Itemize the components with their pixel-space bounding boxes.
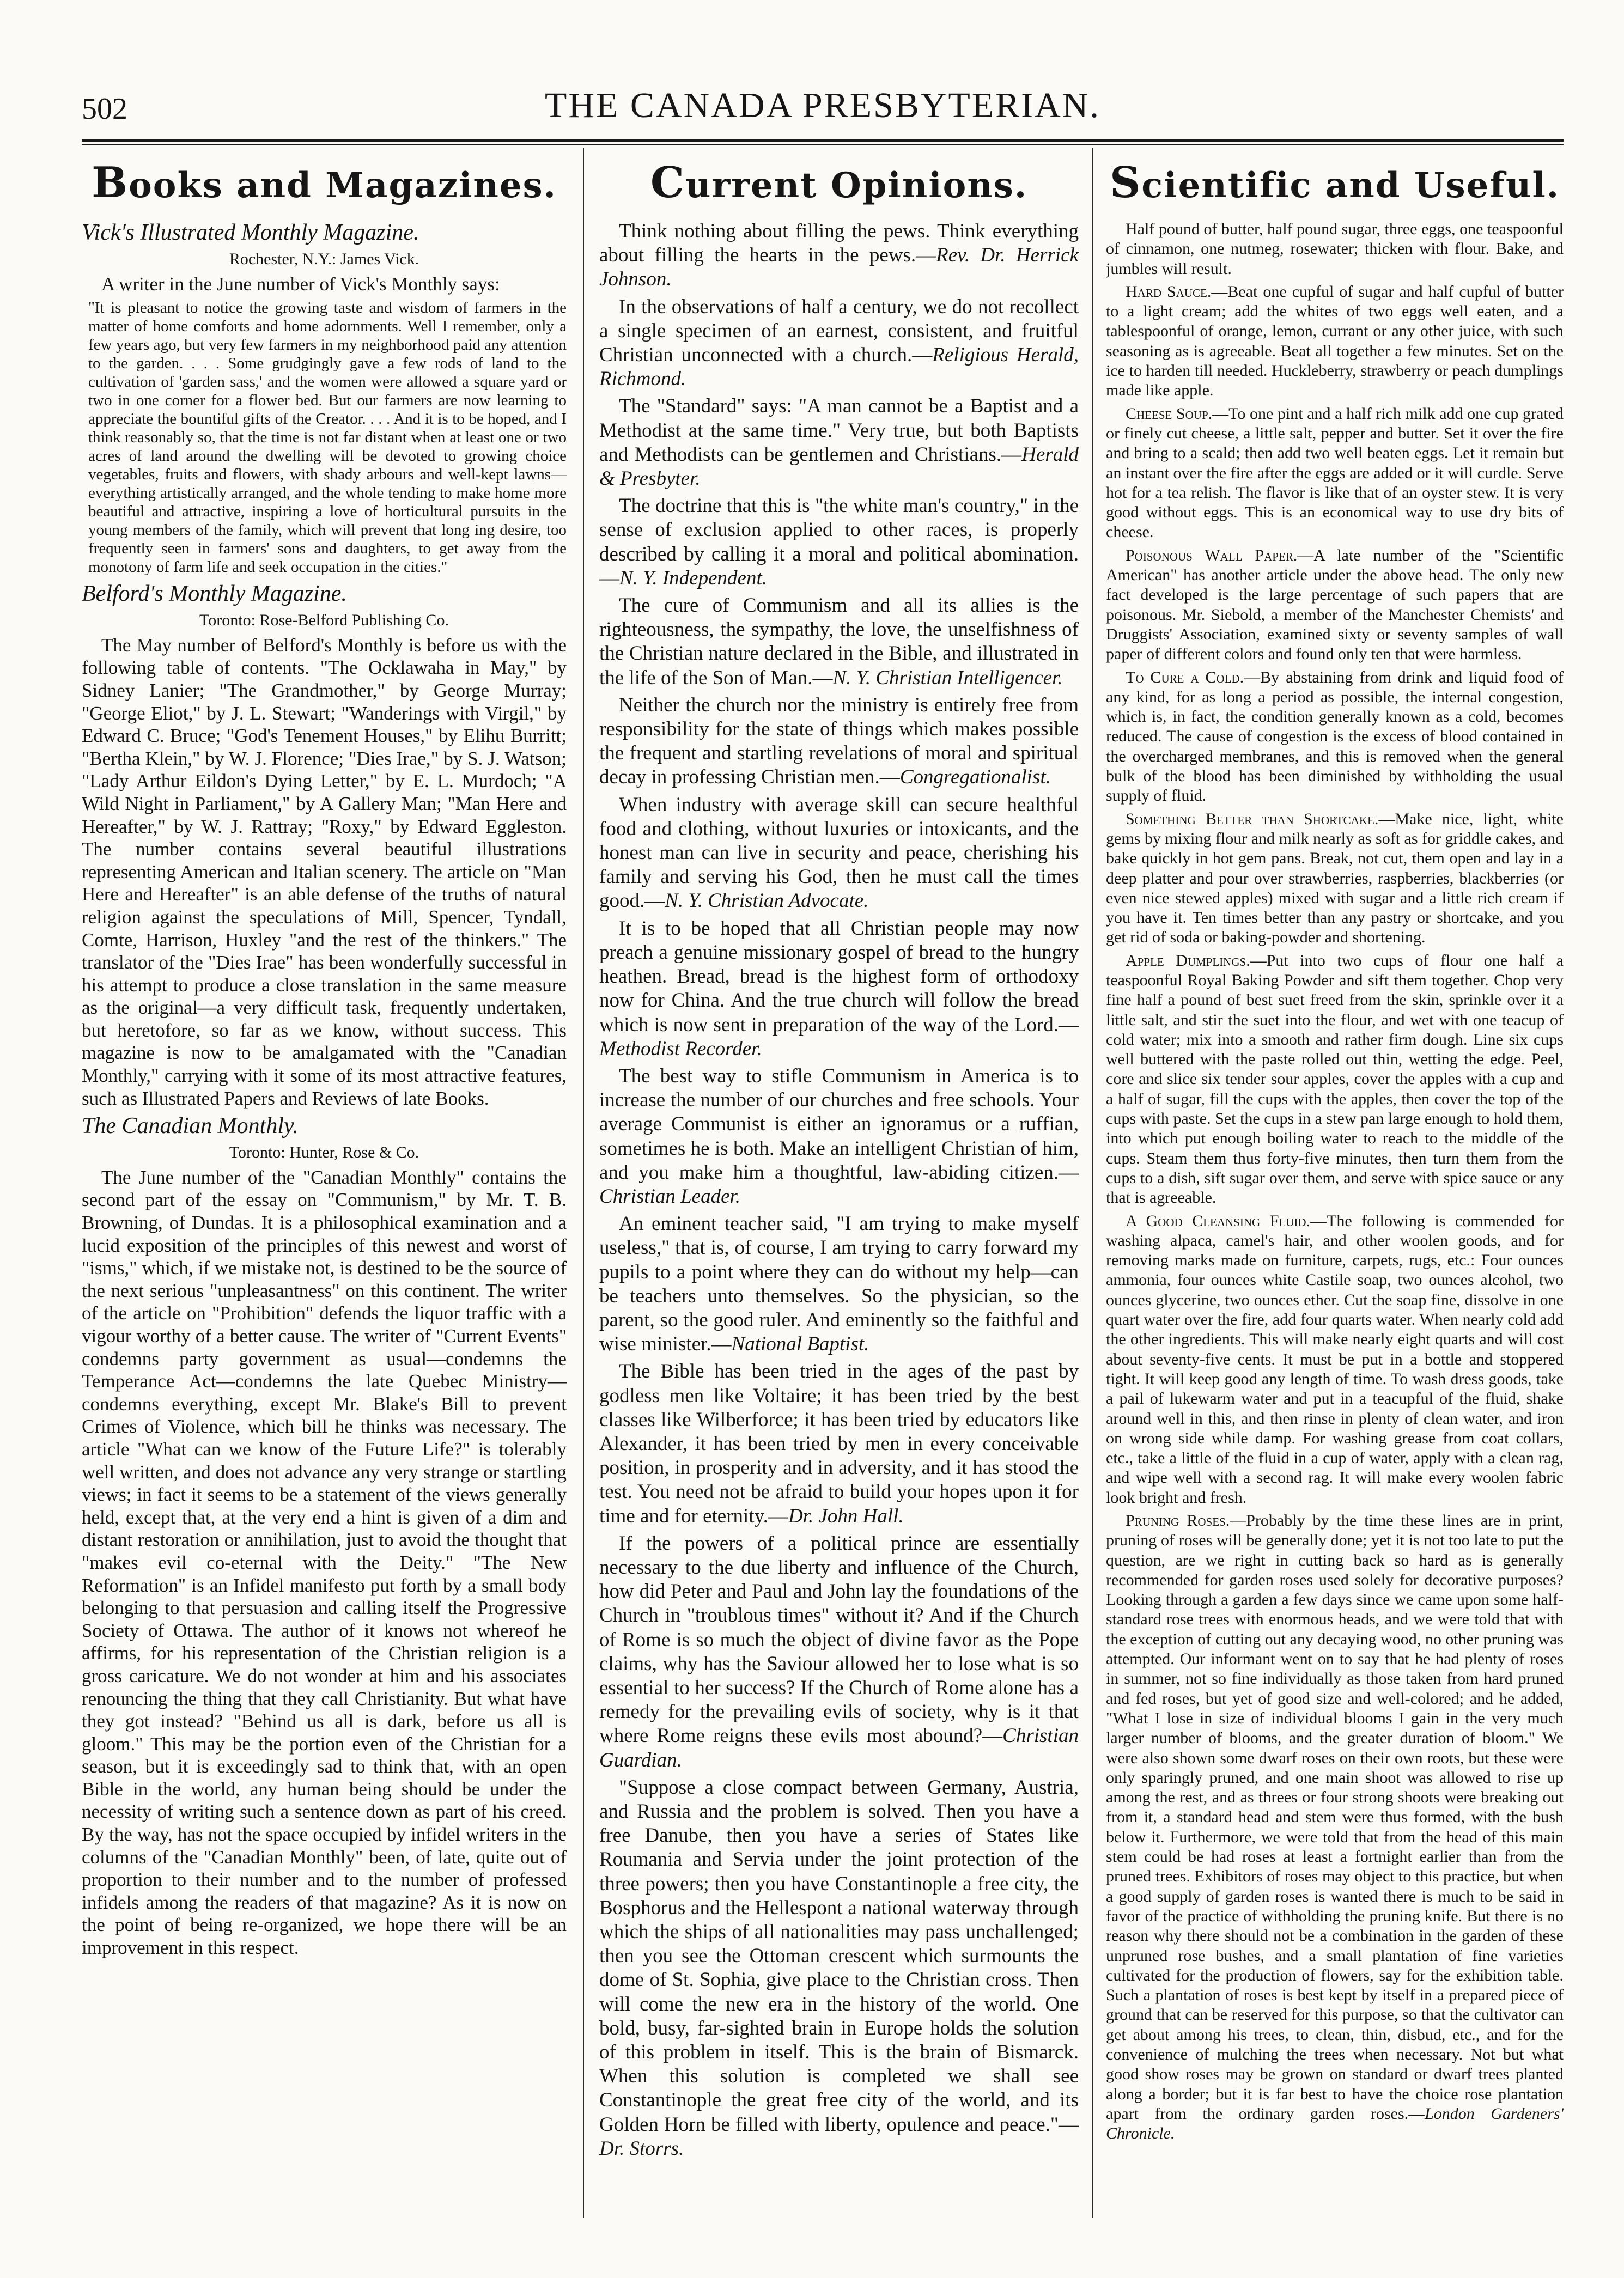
- opinion-item: [599, 793, 1079, 913]
- recipe-text: —Probably by the time these lines are in print, pruning of roses will be generally done; yet it is not too late to put the question, are we right in cutting back so hard as is generally recommended for garden roses used solely for decorative purposes? Looking through a garden a few days since we came upon some half-standard rose trees with enormous heads, and we were told that with the exception of cutting out any decaying wood, no other pruning was attempted. Our informant went on to say that he had plenty of roses in summer, not so fine individually as those taken from hard pruned and fed roses, but yet of good size and well-colored; and he added, "What I lose in size of individual blooms I gain in the very much larger number of blooms, and the greater duration of bloom." We were also shown some dwarf roses on their own roots, but these were only sparingly pruned, and one main shoot was allowed to rise up among the rest, and as threes or four strong shoots were breaking out from it, a standard head and stem were thus formed, with the bush below it. Furthermore, we were told that from the head of this main stem could be had roses at least a fortnight earlier than from the pruned trees. Exhibitors of roses may object to this practice, but when a good supply of garden roses is wanted there is much to be said in favor of the practice of withholding the pruning knife. But there is no reason why there should not be a combination in the garden of these unpruned rose bushes, and a small plantation of fine varieties cultivated for the production of flowers, say for the exhibition table. Such a plantation of roses is best kept by itself in a prepared piece of ground that can be reserved for this purpose, so that the cultivator can get about among his trees, to clean, thin, disbud, etc., and for the convenience of mulching the trees when necessary. Not but what good show roses may be grown on standard or dwarf trees planted along a border; but it is far best to have the choice rose plantation apart from the ordinary garden roses.—: [1106, 1512, 1564, 2123]
- canadian-monthly-publisher: Toronto: Hunter, Rose & Co.: [229, 1143, 419, 1162]
- column-divider-left: [583, 148, 584, 2218]
- opinion-source: N. Y. Christian Intelligencer.: [832, 666, 1063, 689]
- opinion-text: If the powers of a political prince are essentially necessary to the due liberty and influence of the Church, how did Peter and Paul and John lay the foundations of the Church in "troublous times" without it? And if the Church of Rome is so much the object of divine favor as the Pope claims, why has the Saviour allowed her to lose what is so essential to her success? If the Church of Rome alone has a remedy for the prevailing evils of society, why is it that where Rome reigns these evils most abound?—: [599, 1532, 1079, 1747]
- opinion-text: An eminent teacher said, "I am trying to make myself useless," that is, of course, I am trying to carry forward my pupils to a point where they can do without my help—can be teachers unto themselves. So the physician, so the parent, so the good ruler. And eminently so the faithful and wise minister.—: [599, 1213, 1079, 1356]
- recipe-lead: Pruning Roses.: [1126, 1512, 1230, 1530]
- opinion-text: Think nothing about filling the pews. Think everything about filling the hearts in the pews.—: [599, 220, 1079, 267]
- masthead: [82, 82, 1564, 136]
- page-number: 502: [82, 92, 127, 126]
- scientific-and-useful-column: [1106, 158, 1564, 2218]
- opinion-text: It is to be hoped that all Christian people may now preach a genuine missionary gospel of bread to the hungry heathen. Bread, bread is the highest form of orthodoxy now for China. And the true church will follow the bread which is now sent in preparation of the way of the Lord.—: [599, 917, 1079, 1036]
- opinion-text: The cure of Communism and all its allies is the righteousness, the sympathy, the love, the unselfishness of the Christian nature declared in the Bible, and illustrated in the life of the Son of Man.—: [599, 594, 1079, 689]
- opinion-item: [599, 1212, 1079, 1356]
- recipe-lead: Apple Dumplings.: [1126, 951, 1250, 970]
- opinion-text: The best way to stifle Communism in America is to increase the number of our churches and free schools. Your average Communist is either an ignoramus or a ruffian, sometimes he is both. Make an intelligent Christian of him, and you make him a thoughtful, law-abiding citizen.—: [599, 1064, 1079, 1184]
- vick-quote: "It is pleasant to notice the growing taste and wisdom of farmers in the matter of home comforts and home adornments. Well I remember, only a few years ago, but very few farmers in my neighborhood paid any attention to the garden. . . . Some grudgingly gave a few rods of land to the cultivation of 'garden sass,' and the women were allowed a square yard or two in one corner for a flower bed. But our farmers are now learning to appreciate the bountiful gifts of the Creator. . . . And it is to be hoped, and I think reasonably so, that the time is not far distant when at least one or two acres of land around the dwelling will be devoted to growing choice vegetables, fruits and flowers, with shady arbours and well-kept lawns—everything artistically arranged, and the whole tending to make home more beautiful and attractive, inspiring a love of horticultural pursuits in the young members of the family, which will prevent that long ing desire, too frequently seen in farmers' sons and daughters, to get away from the monotony of farm life and seek occupation in the cities.": [88, 299, 567, 576]
- recipe-lead: A Good Cleansing Fluid.: [1126, 1211, 1311, 1230]
- belford-title: Belford's Monthly Magazine.: [82, 581, 347, 607]
- opinion-item: [599, 693, 1079, 790]
- recipe-lead: Something Better than Shortcake.: [1126, 809, 1379, 828]
- vick-title: Vick's Illustrated Monthly Magazine.: [82, 220, 419, 245]
- masthead-rule-thick: [82, 139, 1564, 142]
- belford-review: The May number of Belford's Monthly is before us with the following table of contents. "The Ocklawaha in May," by Sidney Lanier; "The Grandmother," by George Murray; "George Eliot," by J. L. Stewart; "Wanderings with Virgil," by Edward C. Bruce; "God's Tenement Houses," by Elihu Burritt; "Bertha Klein," by W. J. Florence; "Dies Irae," by S. J. Watson; "Lady Arthur Eildon's Dying Letter," by E. L. Murdoch; "A Wild Night in Parliament," by A Gallery Man; "Man Here and Hereafter," by W. J. Rattray; "Roxy," by Edward Eggleston. The number contains several beautiful illustrations representing American and Italian scenery. The article on "Man Here and Hereafter" is an able defense of the truths of natural religion against the speculations of Mill, Spencer, Tyndall, Comte, Harrison, Huxley "and the rest of the thinkers." The translator of the "Dies Irae" has been wonderfully successful in his attempt to produce a close translation in the same measure as the original—a very difficult task, frequently undertaken, but heretofore, so far as we know, without success. This magazine is now to be amalgamated with the "Canadian Monthly," carrying with it some of its most attractive features, such as Illustrated Papers and Reviews of late Books.: [82, 634, 567, 1109]
- canadian-monthly-title: The Canadian Monthly.: [82, 1113, 299, 1139]
- recipe-item: [1106, 668, 1564, 806]
- recipe-item: [1106, 282, 1564, 401]
- opinion-item: [599, 295, 1079, 392]
- recipe-item: [1106, 220, 1564, 279]
- opinion-text: Neither the church nor the ministry is entirely free from responsibility for the state of things which makes possible the frequent and startling revelations of moral and spiritual decay in professing Christian men.—: [599, 693, 1079, 789]
- canadian-monthly-review: The June number of the "Canadian Monthly" contains the second part of the essay on "Communism," by Mr. T. B. Browning, of Dundas. It is a philosophical examination and a lucid exposition of the principles of this newest and worst of "isms," which, if we mistake not, is destined to be the source of the next serious "unpleasantness" on this continent. The writer of the article on "Prohibition" defends the liquor traffic with a vigour worthy of a better cause. The writer of "Current Events" condemns party government as usual—condemns the Temperance Act—condemns the late Quebec Ministry—condemns everything, except Mr. Blake's Bill to prevent Crimes of Violence, which bill he thinks was necessary. The article "What can we know of the Future Life?" is tolerably well written, and does not advance any very strange or startling views; in fact it seems to be a statement of the views generally held, except that, at the very end a hint is given of a dim and distant restoration or annihilation, just to avoid the thought that "makes evil co-eternal with the Deity." "The New Reformation" is an Infidel manifesto put forth by a small body belonging to that persuasion and calling itself the Progressive Society of Ottawa. The author of it knows not whereof he affirms, for his representation of the Christian religion is a gross caricature. We do not wonder at him and his associates renouncing the thing that they call Christianity. But what have they got instead? "Behind us all is dark, before us all is gloom." This may be the portion even of the Christian for a season, but it is exceedingly sad to think that, with an open Bible in the world, any human being should be under the necessity of writing such a sentence down as part of his creed. By the way, has not the space occupied by infidel writers in the columns of the "Canadian Monthly" been, of late, quite out of proportion to their number and to the number of professed infidels among the readers of that magazine? As it is now on the point of being re-organized, we hope there will be an improvement in this respect.: [82, 1166, 567, 1959]
- scientific-and-useful-heading: Scientific and Useful.: [1109, 158, 1560, 208]
- recipe-lead: To Cure a Cold.: [1126, 668, 1244, 686]
- recipe-text: —Put into two cups of flour one half a teaspoonful Royal Baking Powder and sift them together. Chop very fine half a pound of best suet freed from the skin, sprinkle over it a little salt, and stir the suet into the flour, and wet with one teacup of cold water; mix into a smooth and rather firm dough. Line six cups well buttered with the paste rolled out thin, wetting the edge. Peel, core and slice six tender sour apples, cover the apples with a cup and a half of sugar, fill the cups with the apples, then cover the top of the cups with paste. Set the cups in a stew pan large enough to hold them, into which put enough boiling water to reach to the middle of the cups. Steam them thus forty-five minutes, then turn them from the cups to a dish, sift sugar over them, and serve with spice sauce or any that is agreeable.: [1106, 951, 1564, 1207]
- opinion-source: Dr. Storrs.: [599, 2137, 684, 2160]
- vick-publisher: Rochester, N.Y.: James Vick.: [229, 250, 419, 268]
- opinion-text: The "Standard" says: "A man cannot be a Baptist and a Methodist at the same time." Very true, but both Baptists and Methodists can be gentlemen and Christians.—: [599, 395, 1079, 466]
- opinion-source: Congregationalist.: [899, 766, 1051, 789]
- opinion-source: N. Y. Independent.: [619, 567, 767, 589]
- recipe-item: [1106, 546, 1564, 665]
- recipe-text: —By abstaining from drink and liquid food of any kind, for as long a period as possible, the internal congestion, which is, in fact, the condition generally known as a cold, becomes reduced. The cause of congestion is the excess of blood contained in the overcharged membranes, and this is removed when the general bulk of the blood has been diminished by withholding the usual supply of fluid.: [1106, 668, 1564, 805]
- opinion-source: Methodist Recorder.: [599, 1037, 762, 1060]
- recipe-text: —Beat one cupful of sugar and half cupful of butter to a light cream; add the whites of two eggs well eaten, and a tablespoonful of orange, lemon, currant or any other juice, with such seasoning as is agreeable. Beat all together a few minutes. Set on the ice to harden till needed. Huckleberry, strawberry or peach dumplings made like apple.: [1106, 282, 1564, 400]
- belford-publisher: Toronto: Rose-Belford Publishing Co.: [199, 611, 449, 630]
- recipe-text: Half pound of butter, half pound sugar, three eggs, one teaspoonful of cinnamon, one nutmeg, rosewater; thicken with flour. Bake, and jumbles will result.: [1106, 220, 1564, 278]
- opinion-text: In the observations of half a century, we do not recollect a single specimen of an earnest, consistent, and fruitful Christian unconnected with a church.—: [599, 295, 1079, 367]
- opinion-item: [599, 220, 1079, 292]
- opinion-text: The doctrine that this is "the white man's country," in the sense of exclusion applied to other races, is properly described by calling it a moral and political abomination.—: [599, 495, 1079, 589]
- opinion-source: Dr. John Hall.: [788, 1505, 904, 1527]
- recipe-source: London Gardeners' Chronicle.: [1106, 2104, 1564, 2143]
- recipe-item: [1106, 809, 1564, 948]
- recipe-item: [1106, 951, 1564, 1208]
- opinion-item: [599, 1360, 1079, 1528]
- opinion-source: Christian Guardian.: [599, 1725, 1079, 1771]
- opinion-source: Christian Leader.: [599, 1185, 741, 1208]
- opinion-source: Herald & Presbyter.: [599, 443, 1079, 490]
- column-divider-right: [1092, 148, 1093, 2218]
- recipe-lead: Hard Sauce.: [1126, 282, 1212, 301]
- current-opinions-heading: Current Opinions.: [650, 158, 1028, 208]
- books-and-magazines-column: [82, 158, 567, 2218]
- opinion-source: Rev. Dr. Herrick Johnson.: [599, 244, 1079, 291]
- recipe-text: —A late number of the "Scientific American" has another article under the above head. The only new fact developed is the large percentage of such papers that are poisonous. Mr. Siebold, a member of the Manchester Chemists' and Druggists' Association, examined sixty or seventy samples of wall paper of different colors and found only ten that were harmless.: [1106, 546, 1564, 663]
- opinion-item: [599, 1064, 1079, 1209]
- recipe-text: —The following is commended for washing alpaca, camel's hair, and other woolen goods, and for removing marks made on furniture, carpets, rugs, etc.: Four ounces ammonia, four ounces white Castile soap, two ounces alcohol, two ounces glycerine, two ounces ether. Cut the soap fine, dissolve in one quart water over the fire, add four quarts water. When nearly cold add the other ingredients. This will make nearly eight quarts and will cost about seventy-five cents. It must be put in a bottle and stoppered tight. It will keep good any length of time. To wash dress goods, take a pail of lukewarm water and put in a teacupful of the fluid, shake around well in this, and then rinse in plenty of clean water, and iron on wrong side while damp. For washing grease from coat collars, etc., take a little of the fluid in a cup of water, apply with a clean rag, and wipe well with a second rag. It will make every woolen fabric look bright and fresh.: [1106, 1211, 1564, 1507]
- books-and-magazines-heading: Books and Magazines.: [92, 158, 557, 208]
- masthead-rule-thin: [82, 144, 1564, 145]
- opinion-item: [599, 394, 1079, 491]
- recipe-lead: Cheese Soup.: [1126, 404, 1213, 423]
- opinion-item: [599, 1532, 1079, 1773]
- recipe-item: [1106, 1211, 1564, 1508]
- current-opinions-column: [599, 158, 1079, 2218]
- opinion-text: When industry with average skill can secure healthful food and clothing, without luxuries or intoxicants, and the honest man can live in security and peace, cherishing his family and serving his God, then he must call the times good.—: [599, 793, 1079, 912]
- recipe-item: [1106, 404, 1564, 543]
- vick-intro: A writer in the June number of Vick's Monthly says:: [101, 273, 500, 295]
- opinion-item: [599, 494, 1079, 590]
- recipe-lead: Poisonous Wall Paper.: [1126, 546, 1298, 564]
- opinion-text: "Suppose a close compact between Germany, Austria, and Russia and the problem is solved. Then you have a free Danube, then you have a series of States like Roumania and Servia under the joint protection of the three powers; then you have Constantinople a free city, the Bosphorus and the Hellespont a national waterway through which the ships of all nationalities may pass unchallenged; then you see the Ottoman crescent which surmounts the dome of St. Sophia, give place to the Christian cross. Then will come the new era in the history of the world. One bold, busy, far-sighted brain in Europe holds the solution of this problem in itself. This is the brain of Bismarck. When this solution is completed we shall see Constantinople the great free city of the world, and its Golden Horn be filled with liberty, opulence and peace."—: [599, 1776, 1079, 2136]
- opinion-item: [599, 594, 1079, 690]
- opinion-source: National Baptist.: [731, 1333, 869, 1356]
- opinion-source: N. Y. Christian Advocate.: [665, 890, 869, 912]
- opinion-source: Religious Herald, Richmond.: [599, 344, 1079, 391]
- recipe-item: [1106, 1511, 1564, 2144]
- opinion-text: The Bible has been tried in the ages of the past by godless men like Voltaire; it has been tried by the best classes like Wilberforce; it has been tried by educators like Alexander, it has been tried by men in every conceivable position, in prosperity and in adversity, and it has stood the test. You need not be afraid to build your hopes upon it for time and for eternity.—: [599, 1360, 1079, 1527]
- journal-title: THE CANADA PRESBYTERIAN.: [545, 86, 1100, 125]
- opinion-item: [599, 1776, 1079, 2161]
- opinion-item: [599, 917, 1079, 1061]
- recipe-text: —To one pint and a half rich milk add one cup grated or finely cut cheese, a little salt, pepper and butter. Set it over the fire and bring to a scald; then add two well beaten eggs. Let it remain but an instant over the fire after the eggs are added or it will curdle. Serve hot for a tea relish. The flavor is like that of an oyster stew. It is very good without eggs. This is an economical way to use dry bits of cheese.: [1106, 404, 1564, 541]
- recipe-text: —Make nice, light, white gems by mixing flour and milk nearly as soft as for griddle cakes, and bake quickly in hot gem pans. Break, not cut, them open and lay in a deep platter and pour over strawberries, raspberries, blackberries (or even nice stewed apples) mixed with sugar and a little rich cream if you have it. Ten times better than any pastry or shortcake, and you get rid of soda or baking-powder and shortening.: [1106, 809, 1564, 947]
